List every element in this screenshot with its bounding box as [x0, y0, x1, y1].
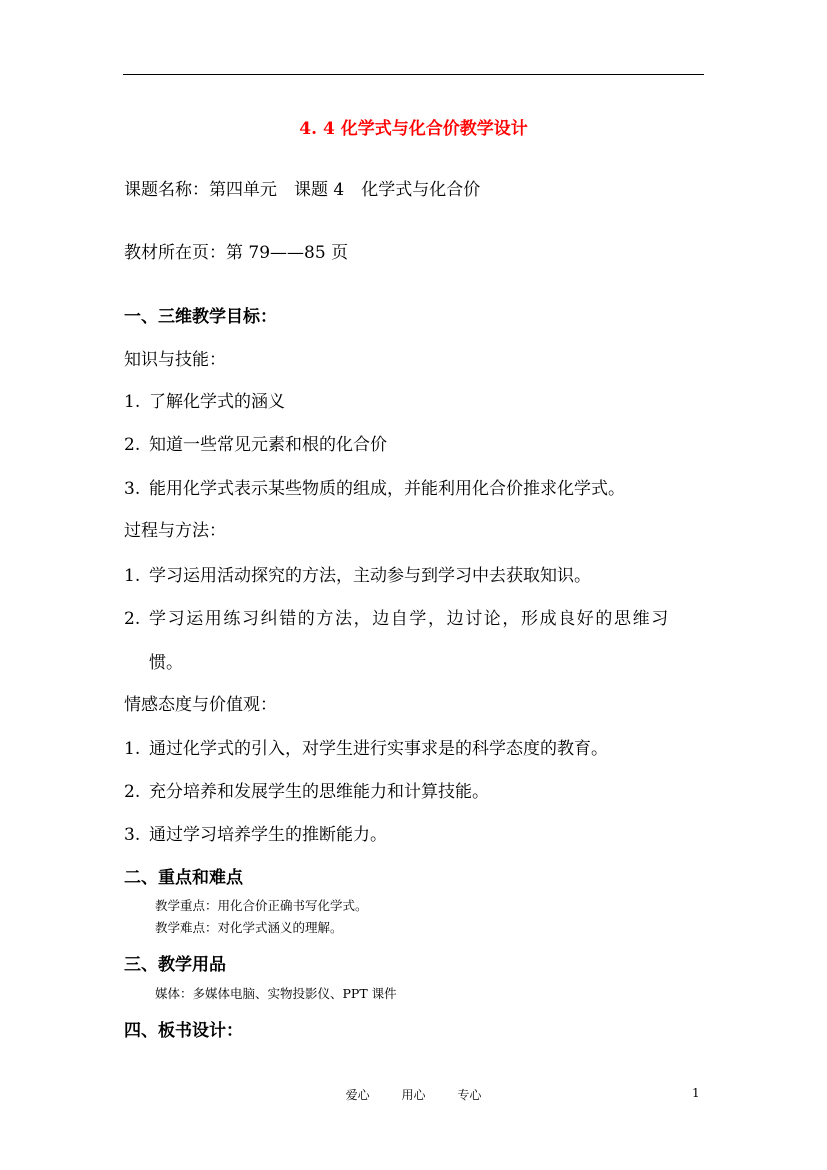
list-item-continuation: 惯。 — [149, 653, 183, 673]
teaching-media: 媒体：多媒体电脑、实物投影仪、PPT 课件 — [155, 986, 397, 1001]
key-point: 教学重点：用化合价正确书写化学式。 — [155, 898, 368, 913]
document-title: 4. 4 化学式与化合价教学设计 — [299, 119, 528, 139]
course-name-value: 第四单元 课题 4 化学式与化合价 — [209, 180, 481, 200]
attitude-heading: 情感态度与价值观： — [124, 695, 277, 715]
knowledge-heading: 知识与技能： — [124, 350, 226, 370]
list-item: 2. 学习运用练习纠错的方法，边自学，边讨论，形成良好的思维习 — [124, 609, 670, 629]
page-footer — [0, 1086, 827, 1103]
difficult-point: 教学难点：对化学式涵义的理解。 — [155, 920, 343, 935]
page-number: 1 — [692, 1086, 700, 1100]
course-name-label: 课题名称： — [124, 180, 209, 200]
list-item: 1. 学习运用活动探究的方法，主动参与到学习中去获取知识。 — [124, 566, 591, 586]
process-heading: 过程与方法： — [124, 521, 226, 541]
header-rule — [123, 74, 704, 75]
list-item: 2. 充分培养和发展学生的思维能力和计算技能。 — [124, 782, 489, 802]
footer-text-c: 专心 — [457, 1088, 482, 1102]
list-item: 1. 了解化学式的涵义 — [124, 392, 285, 412]
footer-text-a: 爱心 — [345, 1088, 370, 1102]
textbook-pages: 教材所在页：第 79——85 页 — [124, 243, 349, 263]
section-3-heading: 三、教学用品 — [124, 955, 226, 975]
section-2-heading: 二、重点和难点 — [124, 868, 243, 888]
section-1-heading: 一、三维教学目标： — [124, 307, 277, 327]
list-item: 1. 通过化学式的引入，对学生进行实事求是的科学态度的教育。 — [124, 739, 608, 759]
list-item: 3. 能用化学式表示某些物质的组成，并能利用化合价推求化学式。 — [124, 479, 625, 499]
section-4-heading: 四、板书设计： — [124, 1021, 243, 1041]
footer-text-b: 用心 — [401, 1088, 426, 1102]
list-item: 2. 知道一些常见元素和根的化合价 — [124, 435, 387, 455]
list-item: 3. 通过学习培养学生的推断能力。 — [124, 825, 387, 845]
course-name-line — [124, 175, 480, 200]
